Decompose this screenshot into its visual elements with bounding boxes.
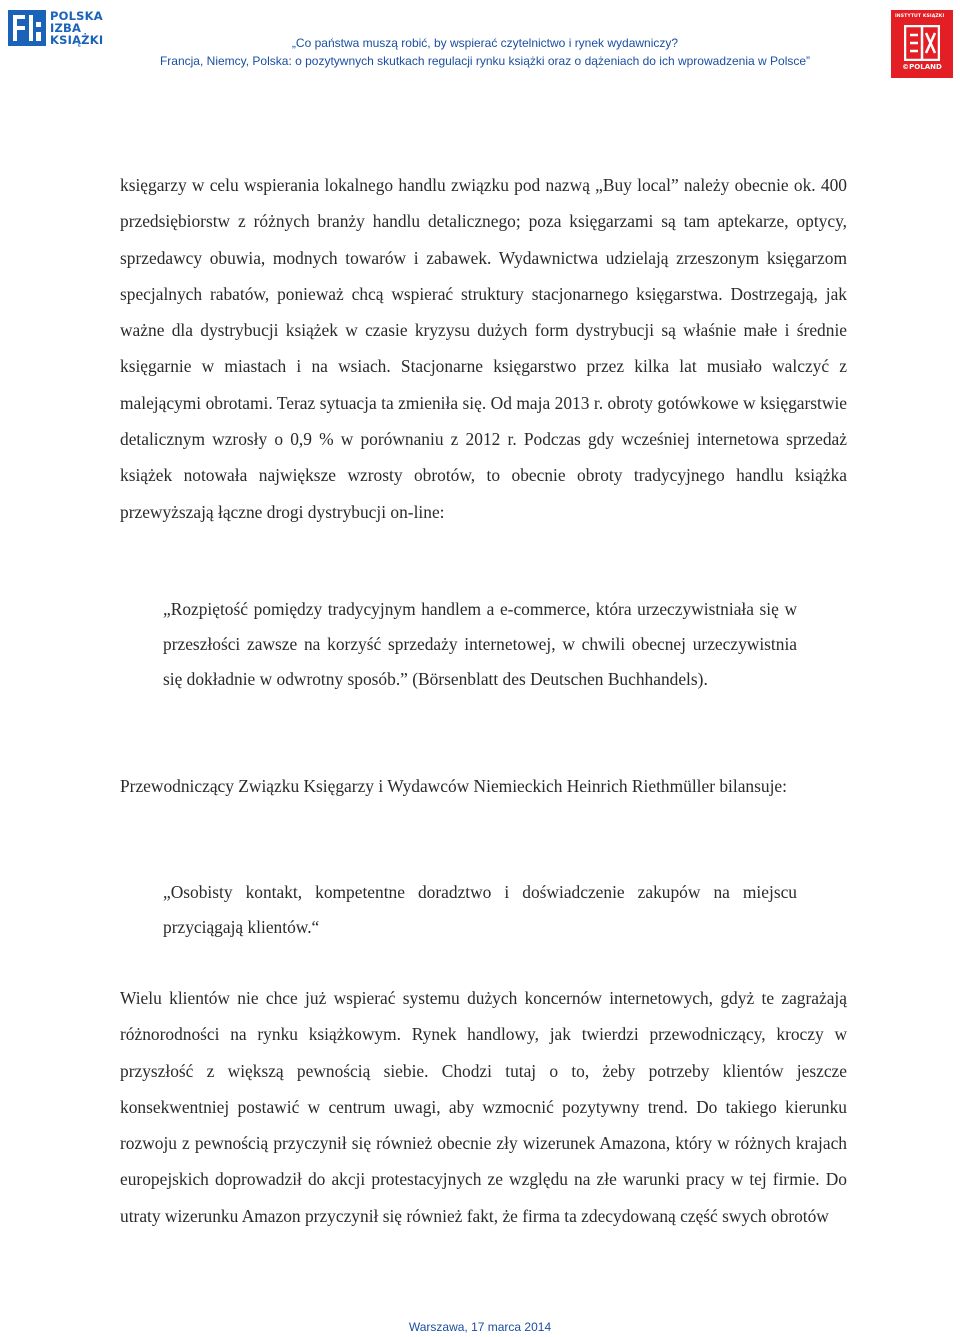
- footer-date: Warszawa, 17 marca 2014: [408, 1320, 552, 1334]
- logo-line-3: KSIĄŻKI: [50, 33, 104, 47]
- header-title: [140, 35, 830, 70]
- polska-izba-ksiazki-logo: [8, 10, 126, 46]
- logo-line-2: IZBA: [50, 21, 82, 35]
- paragraph-2: Przewodniczący Związku Księgarzy i Wydawców Niemieckich Heinrich Riethmüller bilansuje:: [120, 776, 787, 796]
- paragraph-3: Wielu klientów nie chce już wspierać systemu dużych koncernów internetowych, gdyż te zagrażają różnorodności na rynku książkowym. Rynek handlowy, jak twierdzi przewodniczący, kroczy w przyszłość z większą pewnością siebie. Chodzi tutaj o to, żeby potrzeby klientów jeszcze konsekwentniej postawić w centrum uwagi, aby wzmocnić pozytywny trend. Do takiego kierunku rozwoju z pewnością przyczynił się również obecnie zły wizerunek Amazona, który w różnych krajach europejskich doprowadził do akcji protestacyjnych ze względu na złe warunki pracy w tej firmie. Do utraty wizerunku Amazon przyczynił się również fakt, że firma ta zdecydowaną część swych obrotów: [120, 988, 847, 1226]
- instytut-ksiazki-logo: [891, 10, 953, 94]
- paragraph-1: księgarzy w celu wspierania lokalnego handlu związku pod nazwą „Buy local” należy obecnie ok. 400 przedsiębiorstw z różnych branży handlu detalicznego; poza księgarzami są tam aptekarze, optycy, sprzedawcy obuwia, modnych towarów i zabawek. Wydawnictwa udzielają zrzeszonym księgarzom specjalnych rabatów, ponieważ chcą wspierać struktury stacjonarnego księgarstwa. Dostrzegają, jak ważne dla dystrybucji książek w czasie kryzysu dużych form dystrybucji są właśnie małe i średnie księgarnie w miastach i na wsiach. Stacjonarne księgarstwo przez kilka lat musiało walczyć z malejącymi obrotami. Teraz sytuacja ta zmieniła się. Od maja 2013 r. obroty gotówkowe w księgarstwie detalicznym wzrosły o 0,9 % w porównaniu z 2012 r. Podczas gdy wcześniej internetowa sprzedaż książek notowała największe wzrosty obrotów, to obecnie obroty tradycyjnego handlu książka przewyższają łączne drogi dystrybucji on-line:: [120, 175, 847, 522]
- book-logo-icon: [904, 25, 940, 61]
- logo-mark-icon: [8, 10, 46, 46]
- header-title-line-1: „Co państwa muszą robić, by wspierać czytelnictwo i rynek wydawniczy?: [291, 36, 679, 50]
- quote-1: „Rozpiętość pomiędzy tradycyjnym handlem a e-commerce, która urzeczywistniała się w przeszłości zawsze na korzyść sprzedaży internetowej, w chwili obecnej urzeczywistnia się dokładnie w odwrotny sposób.” (Börsenblatt des Deutschen Buchhandels).: [163, 599, 797, 689]
- logo-right-top-label: INSTYTUT KSIĄŻKI: [895, 14, 945, 19]
- logo-line-1: POLSKA: [50, 9, 103, 23]
- quote-2: „Osobisty kontakt, kompetentne doradztwo i doświadczenie zakupów na miejscu przyciągają klientów.“: [163, 882, 797, 937]
- header-title-line-2: Francja, Niemcy, Polska: o pozytywnych skutkach regulacji rynku książki oraz o dążeniach do ich wprowadzenia w Polsce”: [159, 53, 811, 68]
- logo-right-bottom-label: ©POLAND: [902, 63, 942, 71]
